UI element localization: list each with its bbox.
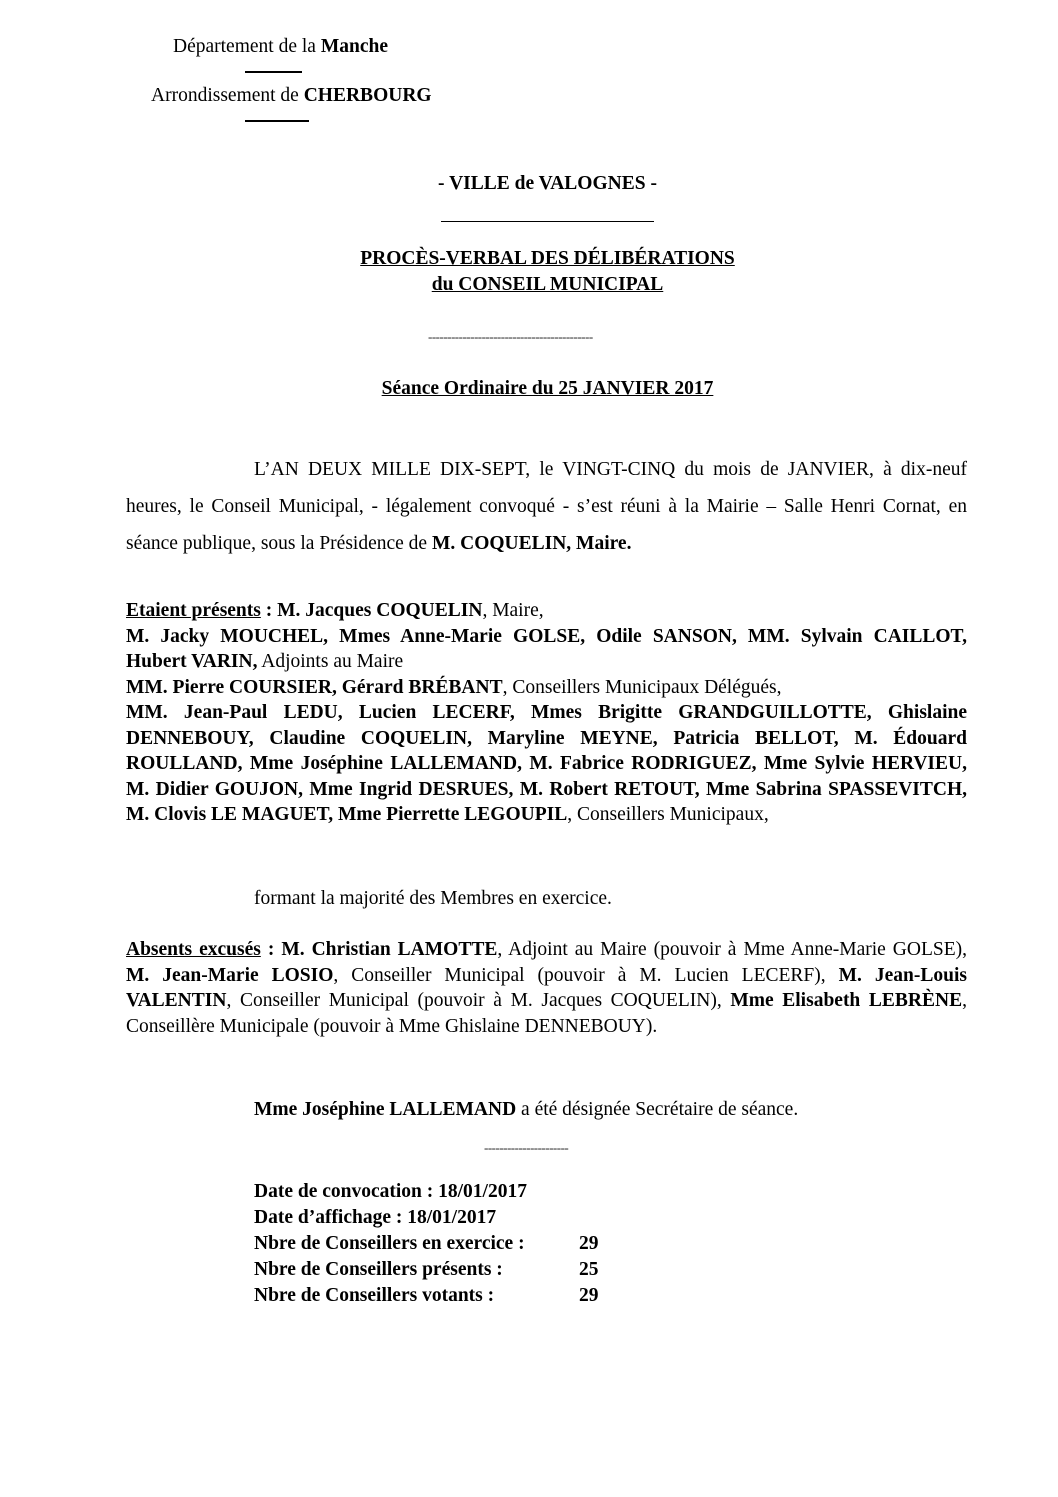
secretaire-line <box>254 1099 798 1121</box>
separator-1: ------------------------------------------- <box>428 329 593 344</box>
presents-line-3 <box>126 675 967 701</box>
presents-adjoints-role: Adjoints au Maire <box>257 651 404 672</box>
absents-label: Absents excusés <box>126 939 261 960</box>
departement-name: Manche <box>320 36 388 57</box>
absent-2-name: M. Jean-Marie LOSIO <box>126 964 334 986</box>
stat-label: Nbre de Conseillers en exercice : <box>254 1233 525 1254</box>
presents-conseillers-role: , Conseillers Municipaux, <box>567 804 769 825</box>
presents-line-2 <box>126 624 967 675</box>
secretaire-text: a été désignée Secrétaire de séance. <box>516 1099 799 1120</box>
title-rule <box>441 221 654 222</box>
ville-title: - VILLE de VALOGNES - <box>438 173 657 194</box>
pv-title-line1: PROCÈS-VERBAL DES DÉLIBÉRATIONS <box>360 248 735 269</box>
stat-label: Nbre de Conseillers votants : <box>254 1285 495 1306</box>
absent-2-detail: , Conseiller Municipal (pouvoir à M. Lucien LECERF), <box>333 964 839 986</box>
president-name: M. COQUELIN, Maire. <box>431 533 632 554</box>
stat-value: 29 <box>579 1233 599 1254</box>
intro-paragraph <box>126 451 967 562</box>
presents-line-1 <box>126 598 967 624</box>
presents-line-4 <box>126 700 967 828</box>
presents-maire-name: M. Jacques COQUELIN <box>277 600 483 621</box>
arrondissement-label: Arrondissement de <box>151 85 304 106</box>
separator-2: ---------------------- <box>484 1140 569 1155</box>
intro-text: L’AN DEUX MILLE DIX-SEPT, le VINGT-CINQ du mois de JANVIER, à dix-neuf heures, le Conseil Municipal, - légalement convoqué - s’est réuni à la Mairie – Salle Henri Cornat, en séance publique, sous la Présidence de <box>126 459 967 554</box>
presents-label: Etaient présents <box>126 600 261 621</box>
stat-presents <box>254 1259 599 1281</box>
stat-affichage <box>254 1207 496 1229</box>
header-rule-2 <box>245 120 309 122</box>
stat-convocation <box>254 1181 527 1203</box>
presents-conseillers-names: MM. Jean-Paul LEDU, Lucien LECERF, Mmes Brigitte GRANDGUILLOTTE, Ghislaine DENNEBOUY, Claudine COQUELIN, Maryline MEYNE, Patricia BELLOT, M. Édouard ROULLAND, Mme Joséphine LALLEMAND, M. Fabrice RODRIGUEZ, Mme Sylvie HERVIEU, M. Didier GOUJON, Mme Ingrid DESRUES, M. Robert RETOUT, Mme Sabrina SPASSEVITCH, M. Clovis LE MAGUET, Mme Pierrette LEGOUPIL <box>126 702 967 825</box>
stat-label: Nbre de Conseillers présents : <box>254 1259 503 1280</box>
stat-value: 29 <box>579 1285 599 1306</box>
presents-block <box>126 598 967 828</box>
presents-delegues-names: MM. Pierre COURSIER, Gérard BRÉBANT <box>126 676 503 698</box>
absent-4-name: Mme Elisabeth LEBRÈNE <box>730 990 963 1011</box>
secretaire-name: Mme Joséphine LALLEMAND <box>254 1099 517 1120</box>
header-rule-1 <box>245 71 302 73</box>
stat-label: Date de convocation : 18/01/2017 <box>254 1181 527 1202</box>
absent-1-name: M. Christian LAMOTTE <box>281 939 498 960</box>
pv-title-line2: du CONSEIL MUNICIPAL <box>431 274 664 295</box>
arrondissement-line <box>151 85 432 107</box>
departement-line <box>173 36 388 58</box>
presents-maire-role: , Maire, <box>482 600 544 621</box>
absent-3-name: M. Jean-Louis VALENTIN <box>126 964 967 1011</box>
absents-block <box>126 937 967 1039</box>
presents-colon: : <box>260 600 278 621</box>
stat-en-exercice <box>254 1233 599 1255</box>
absent-1-detail: , Adjoint au Maire (pouvoir à Mme Anne-Marie GOLSE), <box>497 939 968 960</box>
stat-label: Date d’affichage : 18/01/2017 <box>254 1207 497 1228</box>
arrondissement-name: CHERBOURG <box>303 85 432 106</box>
seance-title: Séance Ordinaire du 25 JANVIER 2017 <box>381 378 714 399</box>
presents-delegues-role: , Conseillers Municipaux Délégués, <box>502 676 782 698</box>
stat-votants <box>254 1285 599 1307</box>
presents-adjoints-names: M. Jacky MOUCHEL, Mmes Anne-Marie GOLSE, Odile SANSON, MM. Sylvain CAILLOT, Hubert VARIN, <box>126 625 967 672</box>
absents-colon: : <box>260 939 282 960</box>
absent-4-detail: , Conseillère Municipale (pouvoir à Mme Ghislaine DENNEBOUY). <box>126 990 967 1037</box>
departement-label: Département de la <box>173 36 321 57</box>
stat-value: 25 <box>579 1259 599 1280</box>
absent-3-detail: , Conseiller Municipal (pouvoir à M. Jacques COQUELIN), <box>226 990 731 1011</box>
majority-line: formant la majorité des Membres en exercice. <box>254 888 612 909</box>
